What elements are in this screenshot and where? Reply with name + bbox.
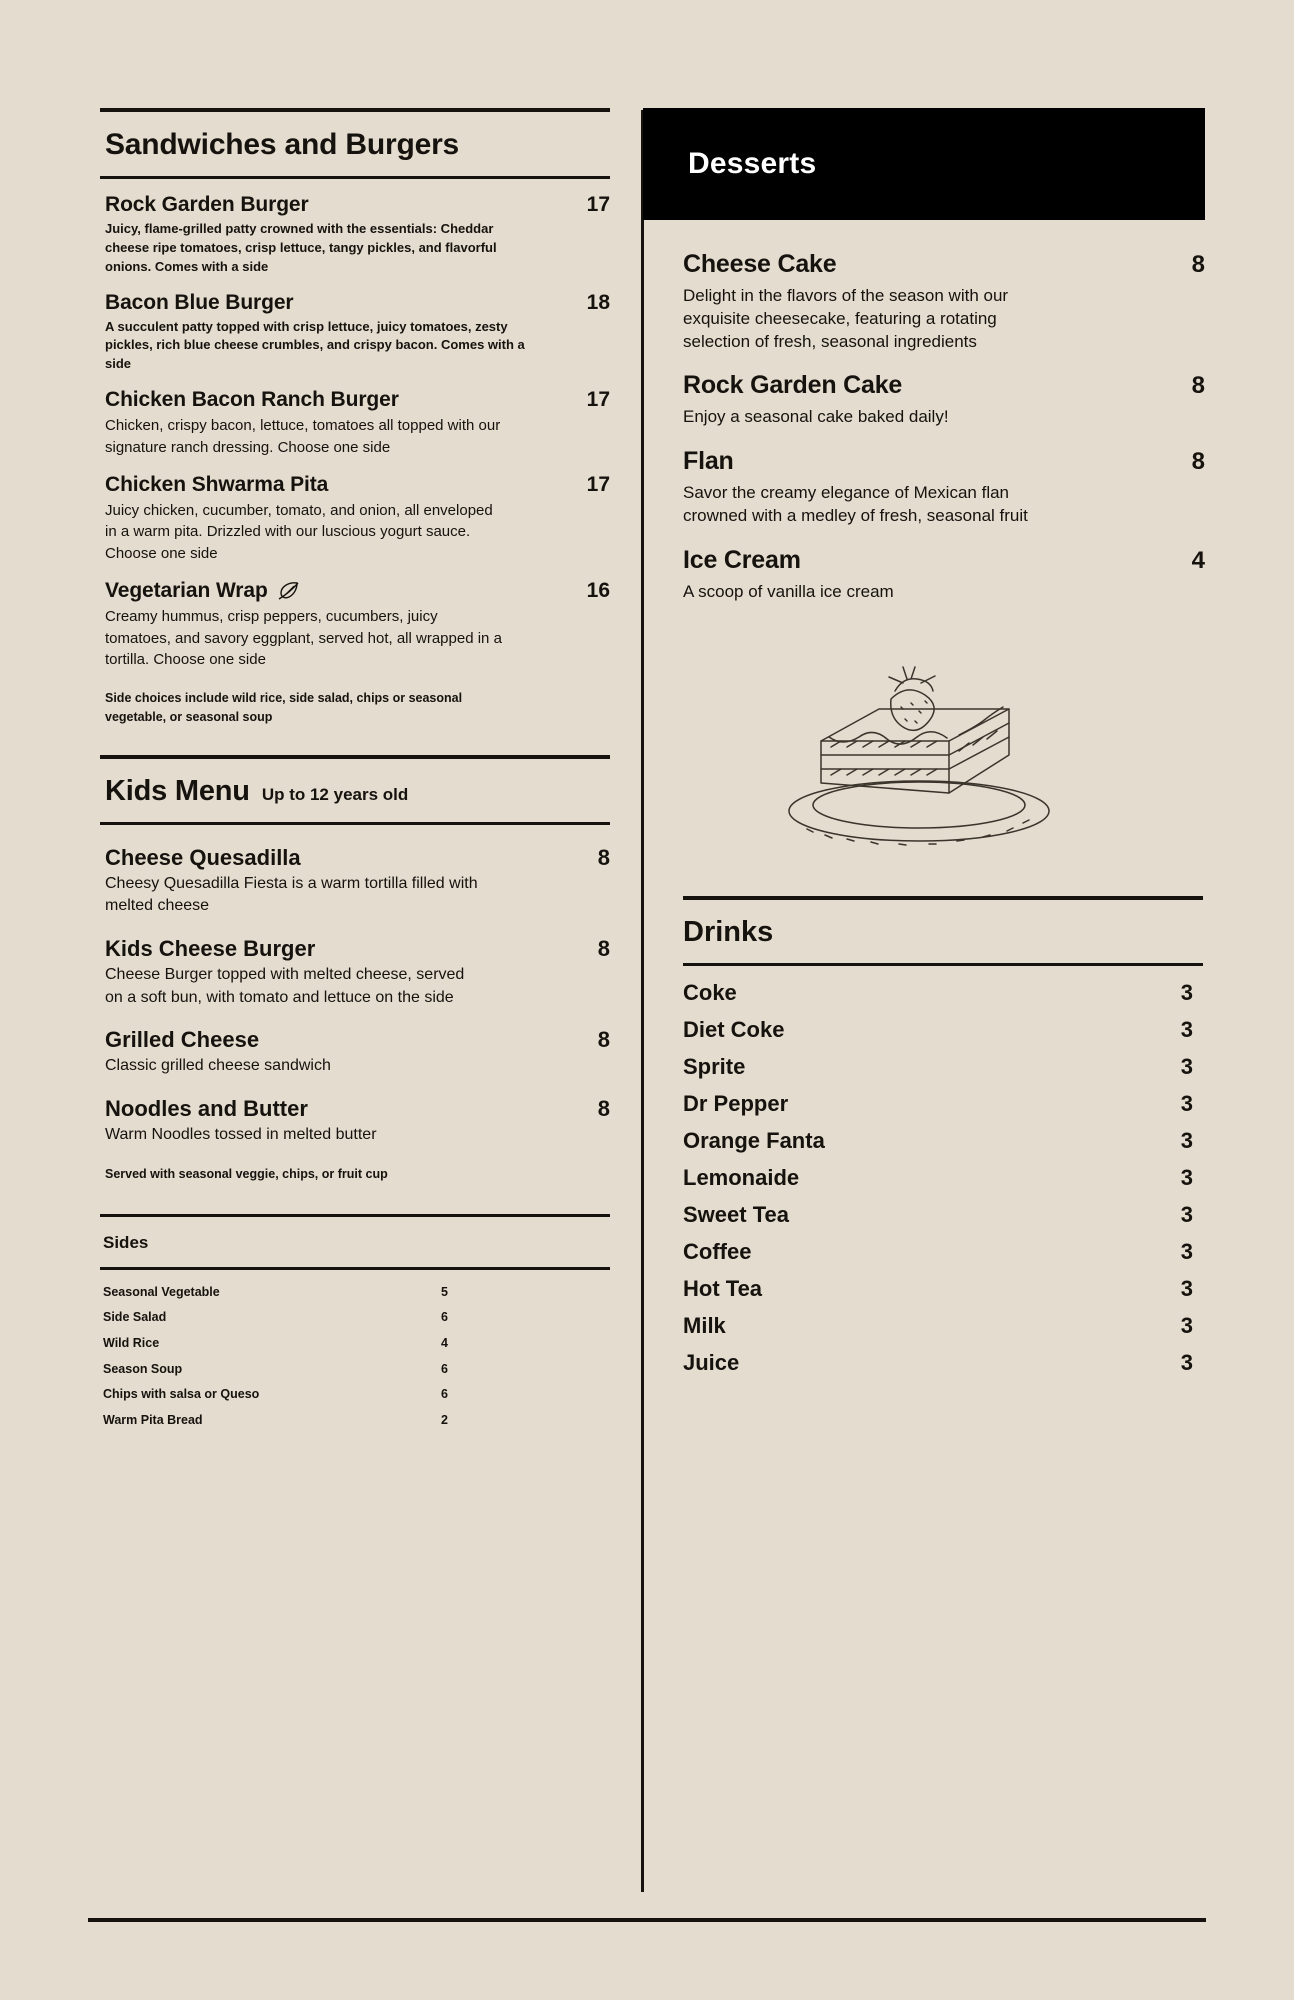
drink-name: Dr Pepper — [683, 1091, 789, 1117]
item-description: Enjoy a seasonal cake baked daily! — [683, 407, 949, 427]
drink-price: 3 — [1180, 1017, 1193, 1043]
list-item — [683, 1202, 1193, 1228]
list-item — [103, 1408, 448, 1434]
item-name: Cheese Cake — [683, 250, 837, 278]
item-description: A scoop of vanilla ice cream — [683, 581, 894, 601]
menu-item — [100, 473, 610, 565]
list-item — [683, 980, 1193, 1006]
item-price: 17 — [586, 472, 610, 496]
drink-name: Coffee — [683, 1239, 752, 1265]
menu-item — [100, 579, 610, 671]
side-name: Side Salad — [103, 1310, 167, 1325]
item-name-text: Vegetarian Wrap — [105, 578, 268, 602]
item-name: Cheese Quesadilla — [105, 844, 301, 870]
item-name: Ice Cream — [683, 545, 801, 574]
sandwiches-side-note: Side choices include wild rice, side salad, chips or seasonal vegetable, or seasonal soup — [105, 691, 463, 724]
item-description: Juicy chicken, cucumber, tomato, and onion, all enveloped in a warm pita. Drizzled with our luscious yogurt sauce. Choose one side — [105, 501, 493, 563]
item-description: Chicken, crispy bacon, lettuce, tomatoes all topped with our signature ranch dressing. Choose one side — [105, 417, 501, 456]
side-name: Season Soup — [103, 1361, 183, 1376]
item-price: 17 — [586, 193, 610, 216]
item-price: 8 — [597, 844, 610, 870]
menu-item — [643, 447, 1205, 528]
drink-price: 3 — [1180, 1128, 1193, 1154]
item-name: Bacon Blue Burger — [105, 290, 294, 314]
item-price: 8 — [597, 1027, 610, 1053]
list-item — [103, 1331, 448, 1357]
menu-item — [100, 1096, 610, 1147]
list-item — [683, 1239, 1193, 1265]
list-item — [103, 1382, 448, 1408]
drink-price: 3 — [1180, 1239, 1193, 1265]
drink-price: 3 — [1180, 1350, 1193, 1376]
menu-item — [100, 1027, 610, 1078]
item-name: Rock Garden Burger — [105, 193, 309, 216]
side-price: 5 — [441, 1284, 448, 1299]
side-price: 6 — [441, 1361, 448, 1376]
drink-price: 3 — [1180, 1313, 1193, 1339]
item-price: 18 — [586, 290, 610, 314]
list-item — [103, 1280, 448, 1306]
item-price: 8 — [597, 936, 610, 961]
item-name: Rock Garden Cake — [683, 371, 903, 400]
side-price: 2 — [441, 1412, 448, 1427]
menu-item — [100, 936, 610, 1009]
drink-price: 3 — [1180, 1054, 1193, 1080]
drink-price: 3 — [1180, 1276, 1193, 1302]
list-item — [683, 1350, 1193, 1376]
desserts-banner — [643, 108, 1205, 220]
drink-name: Sweet Tea — [683, 1202, 789, 1228]
side-name: Seasonal Vegetable — [103, 1284, 220, 1299]
drink-price: 3 — [1180, 1165, 1193, 1191]
drink-price: 3 — [1180, 980, 1193, 1006]
drink-name: Milk — [683, 1313, 726, 1339]
leaf-icon — [276, 580, 302, 602]
list-item — [103, 1305, 448, 1331]
side-name: Warm Pita Bread — [103, 1412, 203, 1427]
drinks-list — [643, 980, 1205, 1376]
item-name — [105, 579, 302, 603]
drink-price: 3 — [1180, 1091, 1193, 1117]
item-price: 8 — [1191, 448, 1205, 476]
drink-name: Hot Tea — [683, 1276, 763, 1302]
drink-name: Juice — [683, 1350, 740, 1376]
item-description: Creamy hummus, crisp peppers, cucumbers, juicy tomatoes, and savory eggplant, served hot, all wrapped in a tortilla. Choose one side — [105, 607, 502, 669]
kids-subheading: Up to 12 years old — [261, 784, 409, 804]
drink-name: Orange Fanta — [683, 1128, 825, 1154]
drinks-bottom-rule — [683, 963, 1203, 966]
drinks-heading: Drinks — [683, 916, 774, 949]
sides-heading: Sides — [103, 1232, 149, 1252]
menu-item — [100, 291, 610, 375]
item-name: Chicken Bacon Ranch Burger — [105, 388, 399, 412]
item-description: Warm Noodles tossed in melted butter — [105, 1126, 377, 1144]
drink-name: Lemonaide — [683, 1165, 800, 1191]
item-description: A succulent patty topped with crisp lettuce, juicy tomatoes, zesty pickles, rich blue cheese crumbles, and crispy bacon. Comes with a side — [105, 318, 525, 372]
list-item — [683, 1276, 1193, 1302]
right-column — [643, 108, 1205, 1387]
drink-price: 3 — [1180, 1202, 1193, 1228]
cake-slice-illustration — [759, 633, 1089, 868]
item-description: Cheesy Quesadilla Fiesta is a warm tortilla filled with melted cheese — [105, 874, 478, 915]
list-item — [683, 1091, 1193, 1117]
menu-item — [100, 193, 610, 277]
side-price: 4 — [441, 1335, 448, 1350]
sandwiches-heading: Sandwiches and Burgers — [105, 128, 460, 161]
side-price: 6 — [441, 1310, 448, 1325]
kids-side-note: Served with seasonal veggie, chips, or fruit cup — [105, 1166, 388, 1181]
menu-item — [100, 388, 610, 459]
item-name: Chicken Shwarma Pita — [105, 472, 329, 496]
kids-heading: Kids Menu — [105, 774, 250, 807]
side-name: Chips with salsa or Queso — [103, 1387, 260, 1402]
item-description: Delight in the flavors of the season with our exquisite cheesecake, featuring a rotating selection of fresh, seasonal ingredients — [683, 286, 1009, 351]
sides-bottom-rule — [100, 1267, 610, 1270]
list-item — [103, 1357, 448, 1383]
menu-item — [643, 250, 1205, 353]
page-bottom-rule — [88, 1918, 1206, 1922]
item-name: Flan — [683, 447, 734, 476]
menu-item — [100, 845, 610, 918]
kids-heading-row — [100, 759, 610, 822]
item-price: 4 — [1191, 546, 1205, 574]
side-price: 6 — [441, 1387, 448, 1402]
side-name: Wild Rice — [103, 1335, 160, 1350]
item-price: 17 — [586, 388, 610, 412]
list-item — [683, 1128, 1193, 1154]
drink-name: Coke — [683, 980, 737, 1006]
item-description: Classic grilled cheese sandwich — [105, 1057, 331, 1075]
desserts-heading: Desserts — [688, 147, 817, 180]
item-description: Savor the creamy elegance of Mexican flan crowned with a medley of fresh, seasonal fruit — [683, 483, 1028, 525]
list-item — [683, 1054, 1193, 1080]
list-item — [683, 1313, 1193, 1339]
list-item — [683, 1017, 1193, 1043]
item-description: Juicy, flame-grilled patty crowned with the essentials: Cheddar cheese ripe tomatoes, crisp lettuce, tangy pickles, and flavorful onions. Comes with a side — [105, 221, 497, 274]
item-price: 8 — [1191, 251, 1205, 278]
menu-item — [643, 546, 1205, 604]
item-price: 8 — [1191, 372, 1205, 400]
item-name: Kids Cheese Burger — [105, 936, 316, 961]
left-column — [100, 108, 610, 1433]
item-price: 16 — [586, 578, 610, 602]
list-item — [683, 1165, 1193, 1191]
item-price: 8 — [597, 1096, 610, 1122]
sides-list — [100, 1280, 610, 1434]
menu-item — [643, 371, 1205, 429]
item-name: Grilled Cheese — [105, 1027, 260, 1053]
drink-name: Sprite — [683, 1054, 746, 1080]
item-description: Cheese Burger topped with melted cheese, served on a soft bun, with tomato and lettuce on the side — [105, 966, 465, 1006]
item-name: Noodles and Butter — [105, 1096, 308, 1122]
drink-name: Diet Coke — [683, 1017, 785, 1043]
